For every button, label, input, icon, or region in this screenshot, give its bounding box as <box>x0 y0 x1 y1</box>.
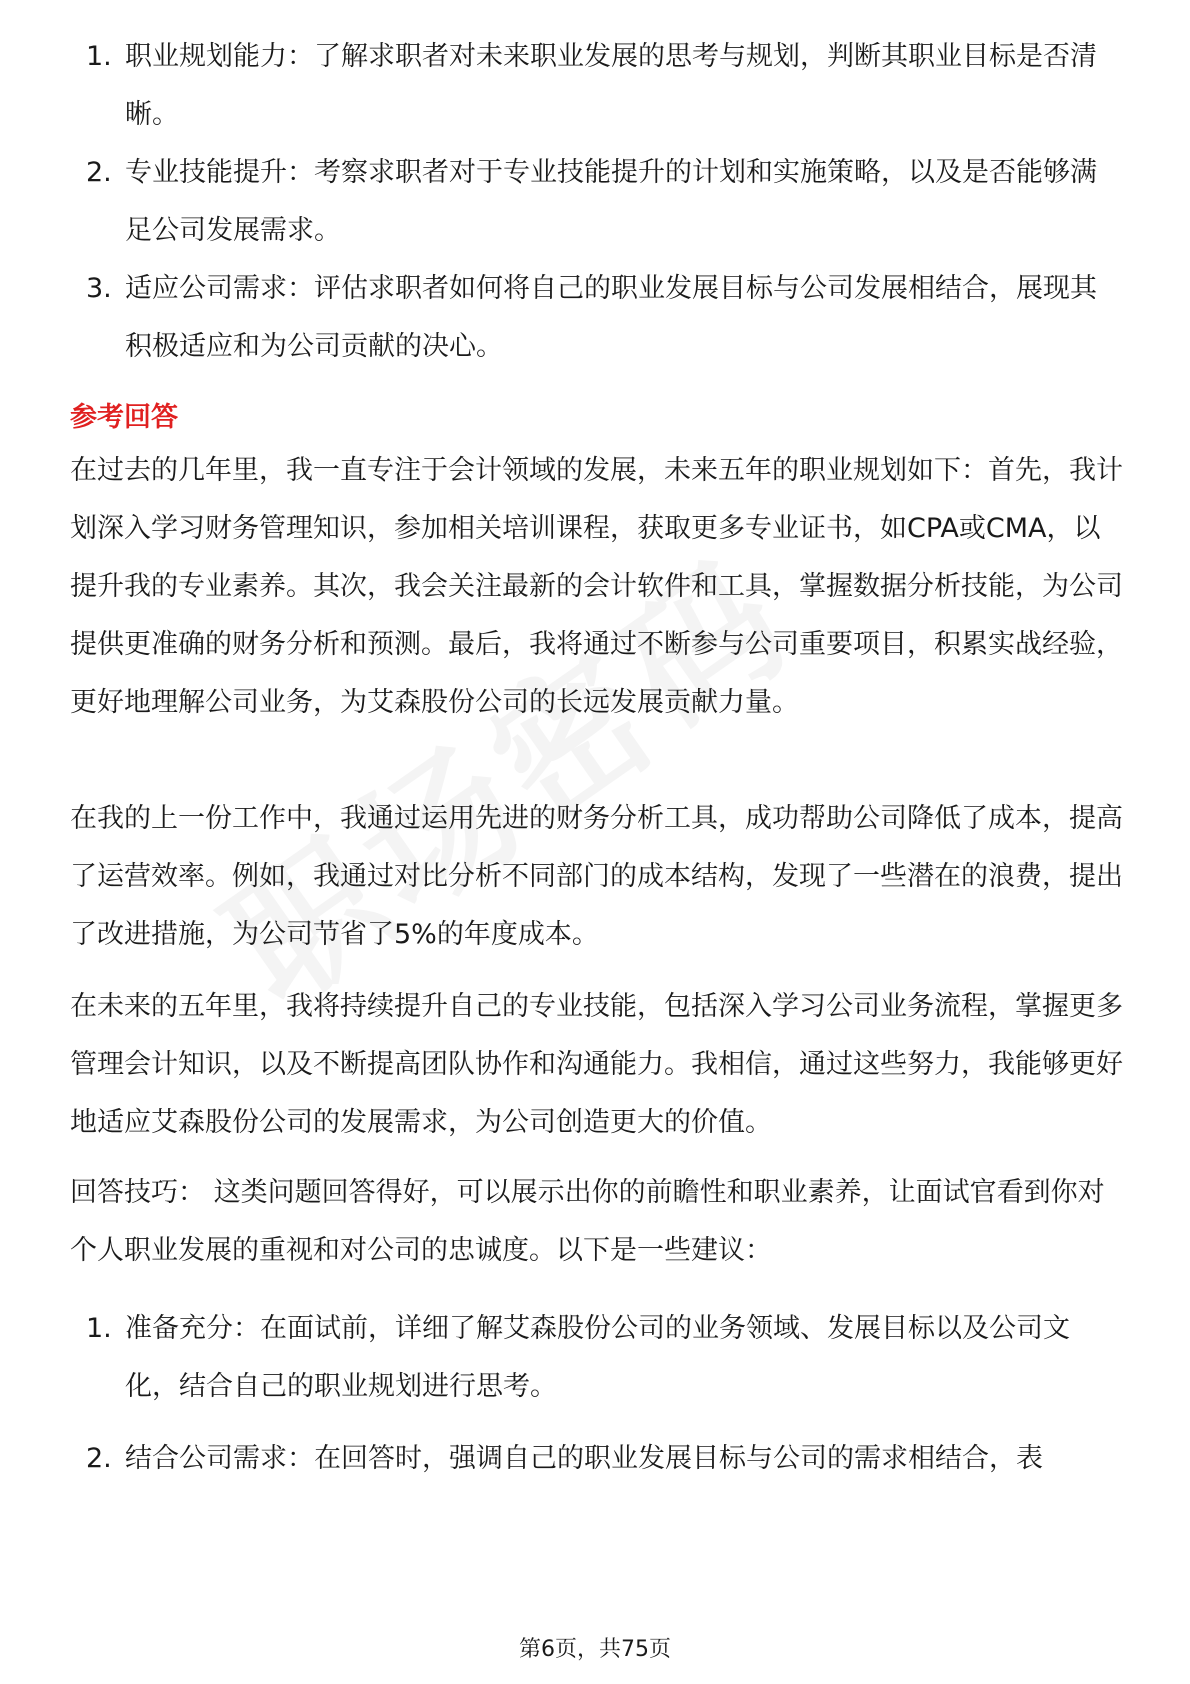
list-text: 职业规划能力：了解求职者对未来职业发展的思考与规划，判断其职业目标是否清晰。 <box>125 41 1097 130</box>
criteria-list <box>70 28 1120 376</box>
answer-paragraph: 在未来的五年里，我将持续提升自己的专业技能，包括深入学习公司业务流程，掌握更多管理会计知识，以及不断提高团队协作和沟通能力。我相信，通过这些努力，我能够更好地适应艾森股份公司的发展需求，为公司创造更大的价值。 <box>70 991 1123 1138</box>
list-number: 1. <box>86 41 112 72</box>
list-item <box>70 144 1120 260</box>
list-number: 1. <box>86 1313 112 1344</box>
list-number: 2. <box>86 1443 112 1474</box>
list-text: 结合公司需求：在回答时，强调自己的职业发展目标与公司的需求相结合，表 <box>125 1443 1043 1474</box>
answer-paragraph: 在我的上一份工作中，我通过运用先进的财务分析工具，成功帮助公司降低了成本，提高了运营效率。例如，我通过对比分析不同部门的成本结构，发现了一些潜在的浪费，提出了改进措施，为公司节省了5%的年度成本。 <box>70 803 1123 950</box>
list-item <box>70 1300 1120 1416</box>
list-number: 2. <box>86 157 112 188</box>
list-text: 适应公司需求：评估求职者如何将自己的职业发展目标与公司发展相结合，展现其积极适应和为公司贡献的决心。 <box>125 273 1097 362</box>
list-text: 专业技能提升：考察求职者对于专业技能提升的计划和实施策略，以及是否能够满足公司发展需求。 <box>125 157 1097 246</box>
list-item <box>70 28 1120 144</box>
tips-list <box>70 1300 1120 1488</box>
answer-paragraph: 在过去的几年里，我一直专注于会计领域的发展，未来五年的职业规划如下：首先，我计划深入学习财务管理知识，参加相关培训课程，获取更多专业证书，如CPA或CMA，以提升我的专业素养。其次，我会关注最新的会计软件和工具，掌握数据分析技能，为公司提供更准确的财务分析和预测。最后，我将通过不断参与公司重要项目，积累实战经验，更好地理解公司业务，为艾森股份公司的长远发展贡献力量。 <box>70 455 1123 718</box>
tips-paragraph: 回答技巧： 这类问题回答得好，可以展示出你的前瞻性和职业素养，让面试官看到你对个人职业发展的重视和对公司的忠诚度。以下是一些建议： <box>70 1177 1105 1266</box>
list-number: 3. <box>86 273 112 304</box>
list-text: 准备充分：在面试前，详细了解艾森股份公司的业务领域、发展目标以及公司文化，结合自己的职业规划进行思考。 <box>125 1313 1070 1402</box>
list-item <box>70 1430 1120 1488</box>
page-number: 第6页，共75页 <box>519 1637 671 1662</box>
section-title: 参考回答 <box>70 402 178 433</box>
list-item <box>70 260 1120 376</box>
